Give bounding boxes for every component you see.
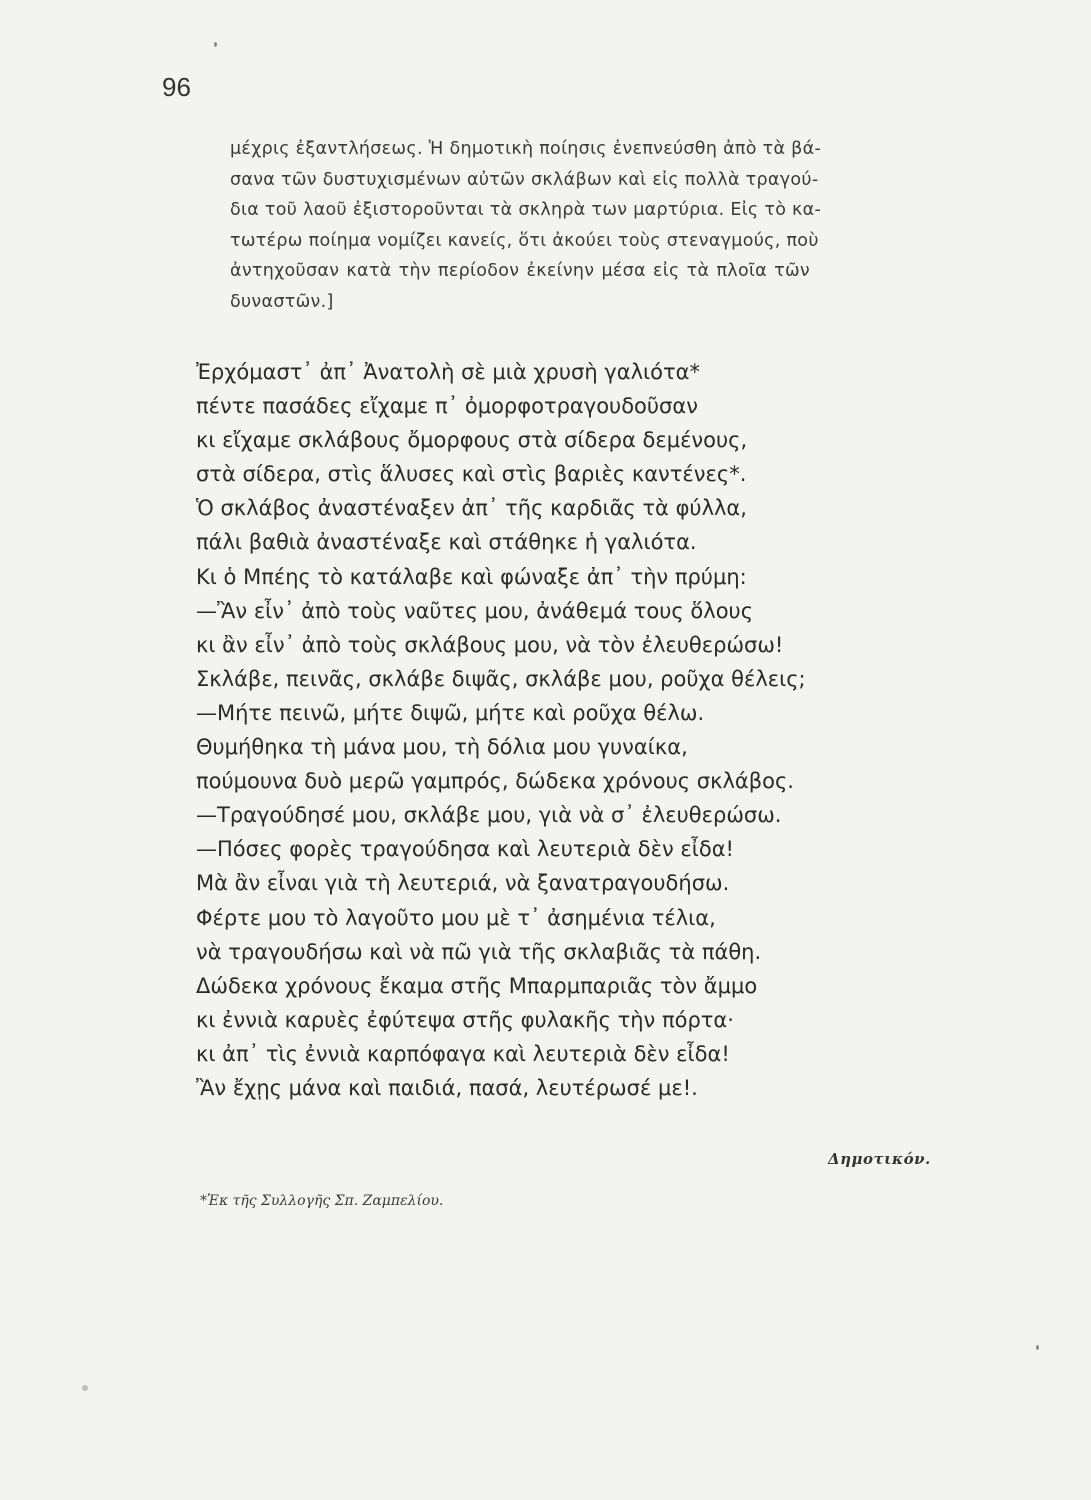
page-number: 96 — [162, 72, 191, 102]
poem-line: κι ἀπ᾽ τὶς ἐννιὰ καρπόφαγα καὶ λευτεριὰ δὲν εἶδα! — [196, 1041, 730, 1066]
poem-line: κι ἐννιὰ καρυὲς ἐφύτεψα στῆς φυλακῆς τὴν πόρτα· — [196, 1007, 734, 1032]
footnote: *Ἐκ τῆς Συλλογῆς Σπ. Ζαμπελίου. — [200, 1193, 444, 1209]
poem-line: Ὁ σκλάβος ἀναστέναξεν ἀπ᾽ τῆς καρδιᾶς τὰ φύλλα, — [196, 496, 747, 521]
paper-speck — [82, 1385, 88, 1391]
intro-paragraph — [230, 134, 822, 317]
poem-line: Ἂν ἔχῃς μάνα καὶ παιδιά, πασά, λευτέρωσέ με!. — [196, 1075, 698, 1100]
paper-speck — [1036, 1345, 1039, 1350]
paper-speck — [214, 42, 217, 47]
poem-line: Ἐρχόμαστ᾽ ἀπ᾽ Ἀνατολὴ σὲ μιὰ χρυσὴ γαλιότα* — [196, 360, 700, 384]
intro-line: δυναστῶν.] — [230, 291, 334, 312]
poem-line: Θυμήθηκα τὴ μάνα μου, τὴ δόλια μου γυναίκα, — [196, 735, 688, 760]
poem-line: πάλι βαθιὰ ἀναστέναξε καὶ στάθηκε ἡ γαλιότα. — [196, 530, 697, 555]
poem-line: Σκλάβε, πεινᾶς, σκλάβε διψᾶς, σκλάβε μου, ροῦχα θέλεις; — [196, 666, 806, 691]
poem-line: κι ἂν εἶν᾽ ἀπὸ τοὺς σκλάβους μου, νὰ τὸν ἐλευθερώσω! — [196, 632, 784, 657]
poem-line: Μὰ ἂν εἶναι γιὰ τὴ λευτεριά, νὰ ξανατραγουδήσω. — [196, 871, 730, 896]
poem-line: Δώδεκα χρόνους ἔκαμα στῆς Μπαρμπαριᾶς τὸν ἄμμο — [196, 973, 758, 998]
poem-line: νὰ τραγουδήσω καὶ νὰ πῶ γιὰ τῆς σκλαβιᾶς τὰ πάθη. — [196, 939, 762, 964]
poem-line: Φέρτε μου τὸ λαγοῦτο μου μὲ τ᾽ ἀσημένια τέλια, — [196, 905, 716, 930]
intro-line: ἀντηχοῦσαν κατὰ τὴν περίοδον ἐκείνην μέσα εἰς τὰ πλοῖα τῶν — [230, 261, 810, 281]
intro-line: μέχρις ἐξαντλήσεως. Ἡ δημοτικὴ ποίησις ἐνεπνεύσθη ἀπὸ τὰ βά- — [230, 139, 822, 159]
poem-line: στὰ σίδερα, στὶς ἅλυσες καὶ στὶς βαριὲς καντένες*. — [196, 462, 747, 487]
poem-line: —Μήτε πεινῶ, μήτε διψῶ, μήτε καὶ ροῦχα θέλω. — [196, 700, 705, 725]
poem-line: —Τραγούδησέ μου, σκλάβε μου, γιὰ νὰ σ᾽ ἐλευθερώσω. — [196, 803, 782, 828]
poem-line: —Ἂν εἶν᾽ ἀπὸ τοὺς ναῦτες μου, ἀνάθεμά τους ὅλους — [196, 598, 754, 623]
poem-line: πέντε πασάδες εἴχαμε π᾽ ὀμορφοτραγουδοῦσαν — [196, 394, 698, 419]
poem-line: κι εἴχαμε σκλάβους ὄμορφους στὰ σίδερα δεμένους, — [196, 428, 748, 453]
poem-line: Κι ὁ Μπέης τὸ κατάλαβε καὶ φώναξε ἀπ᾽ τὴν πρύμη: — [196, 564, 747, 589]
poem-line: πούμουνα δυὸ μερῶ γαμπρός, δώδεκα χρόνους σκλάβος. — [196, 769, 794, 794]
poem-attribution: Δημοτικόν. — [828, 1150, 931, 1168]
intro-line: δια τοῦ λαοῦ ἐξιστοροῦνται τὰ σκληρὰ των μαρτύρια. Εἰς τὸ κα- — [230, 200, 822, 220]
intro-line: σανα τῶν δυστυχισμένων αὐτῶν σκλάβων καὶ εἰς πολλὰ τραγού- — [230, 169, 819, 190]
poem-line: —Πόσες φορὲς τραγούδησα καὶ λευτεριὰ δὲν εἶδα! — [196, 837, 734, 862]
poem — [196, 355, 916, 1105]
intro-line: τωτέρω ποίημα νομίζει κανείς, ὅτι ἀκούει τοὺς στεναγμούς, ποὺ — [230, 230, 819, 251]
